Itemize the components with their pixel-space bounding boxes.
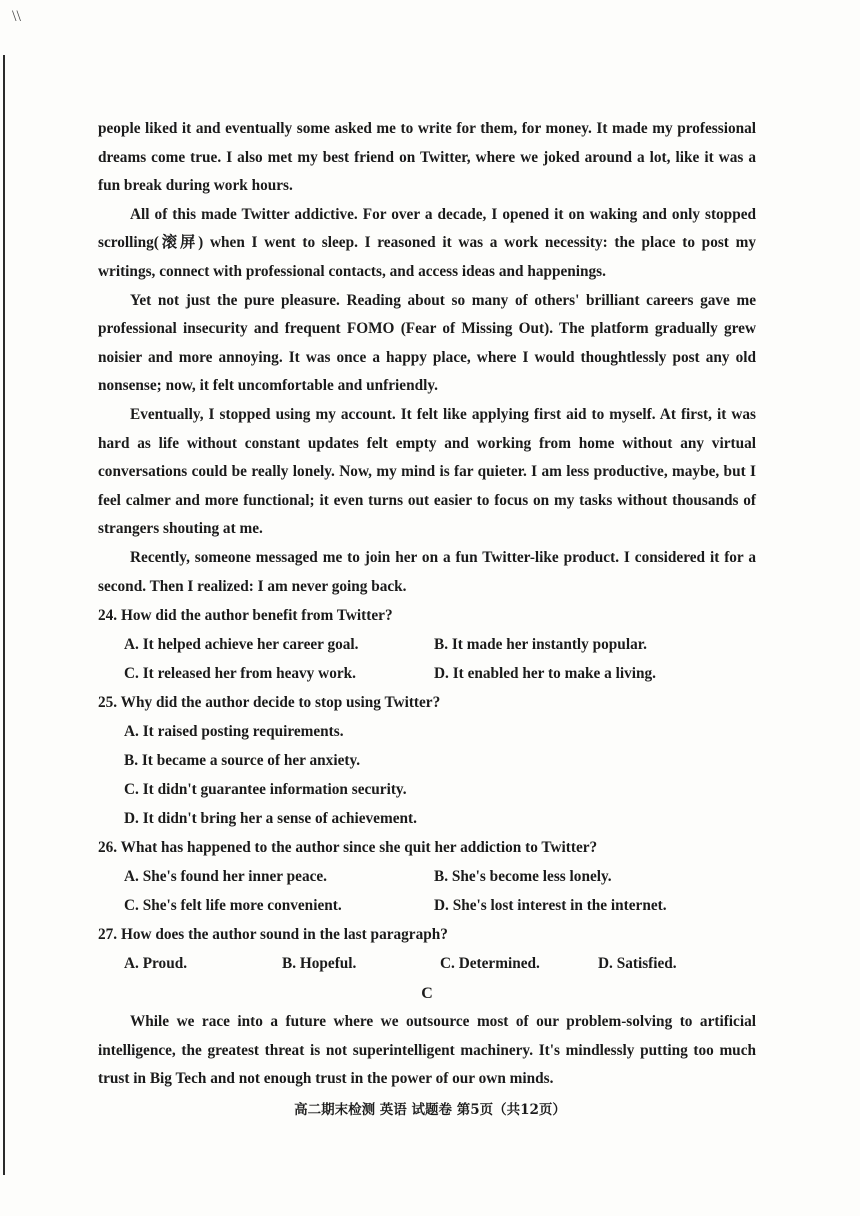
question-stem: 26. What has happened to the author since she quit her addiction to Twitter? (98, 839, 598, 857)
question-26 (98, 833, 756, 920)
passage-paragraph: All of this made Twitter addictive. For over a decade, I opened it on waking and only stopped scrolling(滚屏) when I went to sleep. I reasoned it was a work necessity: the place to post my writings, connect with professional contacts, and access ideas and happenings. (98, 205, 756, 280)
passage-paragraph: Eventually, I stopped using my account. It felt like applying first aid to myself. At first, it was hard as life without constant updates felt empty and working from home without any virtual conversations could be really lonely. Now, my mind is far quieter. I am less productive, maybe, but I feel calmer and more functional; it even turns out easier to focus on my tasks without thousands of strangers shouting at me. (98, 405, 756, 538)
question-options (124, 949, 756, 978)
page-edge-line (3, 55, 5, 1175)
question-stem: 25. Why did the author decide to stop using Twitter? (98, 694, 441, 712)
question-options (124, 630, 756, 688)
option-b: B. She's become less lonely. (434, 868, 612, 886)
passage-paragraph: Yet not just the pure pleasure. Reading about so many of others' brilliant careers gave me professional insecurity and frequent FOMO (Fear of Missing Out). The platform gradually grew noisier and more annoying. It was once a happy place, where I would thoughtlessly post any old nonsense; now, it felt uncomfortable and unfriendly. (98, 291, 756, 395)
passage-paragraph: people liked it and eventually some asked me to write for them, for money. It made my professional dreams come true. I also met my best friend on Twitter, where we joked around a lot, like it was a fun break during work hours. (98, 120, 756, 195)
question-24 (98, 601, 756, 688)
question-stem: 24. How did the author benefit from Twitter? (98, 607, 393, 625)
section-heading: C (421, 985, 433, 1003)
page-footer: 高二期末检测 英语 试题卷 第5页（共12页） (294, 1102, 566, 1118)
question-options (124, 717, 756, 833)
question-options (124, 862, 756, 920)
option-c: C. It released her from heavy work. (124, 665, 356, 683)
option-d: D. She's lost interest in the internet. (434, 897, 667, 915)
option-b: B. Hopeful. (282, 955, 357, 973)
edge-mark: \\ (12, 8, 21, 25)
option-d: D. Satisfied. (598, 955, 677, 973)
option-b: B. It made her instantly popular. (434, 636, 647, 654)
option-b: B. It became a source of her anxiety. (124, 752, 361, 770)
exam-page (98, 115, 756, 1094)
option-d: D. It enabled her to make a living. (434, 665, 656, 683)
option-a: A. It raised posting requirements. (124, 723, 344, 741)
option-a: A. Proud. (124, 955, 188, 973)
question-25 (98, 688, 756, 833)
option-c: C. It didn't guarantee information security. (124, 781, 407, 799)
option-c: C. Determined. (440, 955, 540, 973)
question-stem: 27. How does the author sound in the last paragraph? (98, 926, 448, 944)
passage-c-paragraph: While we race into a future where we outsource most of our problem-solving to artificial intelligence, the greatest threat is not superintelligent machinery. It's mindlessly putting too much trust in Big Tech and not enough trust in the power of our own minds. (98, 1013, 756, 1088)
option-c: C. She's felt life more convenient. (124, 897, 342, 915)
option-d: D. It didn't bring her a sense of achievement. (124, 810, 417, 828)
option-a: A. It helped achieve her career goal. (124, 636, 359, 654)
option-a: A. She's found her inner peace. (124, 868, 327, 886)
passage-paragraph: Recently, someone messaged me to join her on a fun Twitter-like product. I considered it for a second. Then I realized: I am never going back. (98, 548, 756, 595)
question-27 (98, 920, 756, 978)
